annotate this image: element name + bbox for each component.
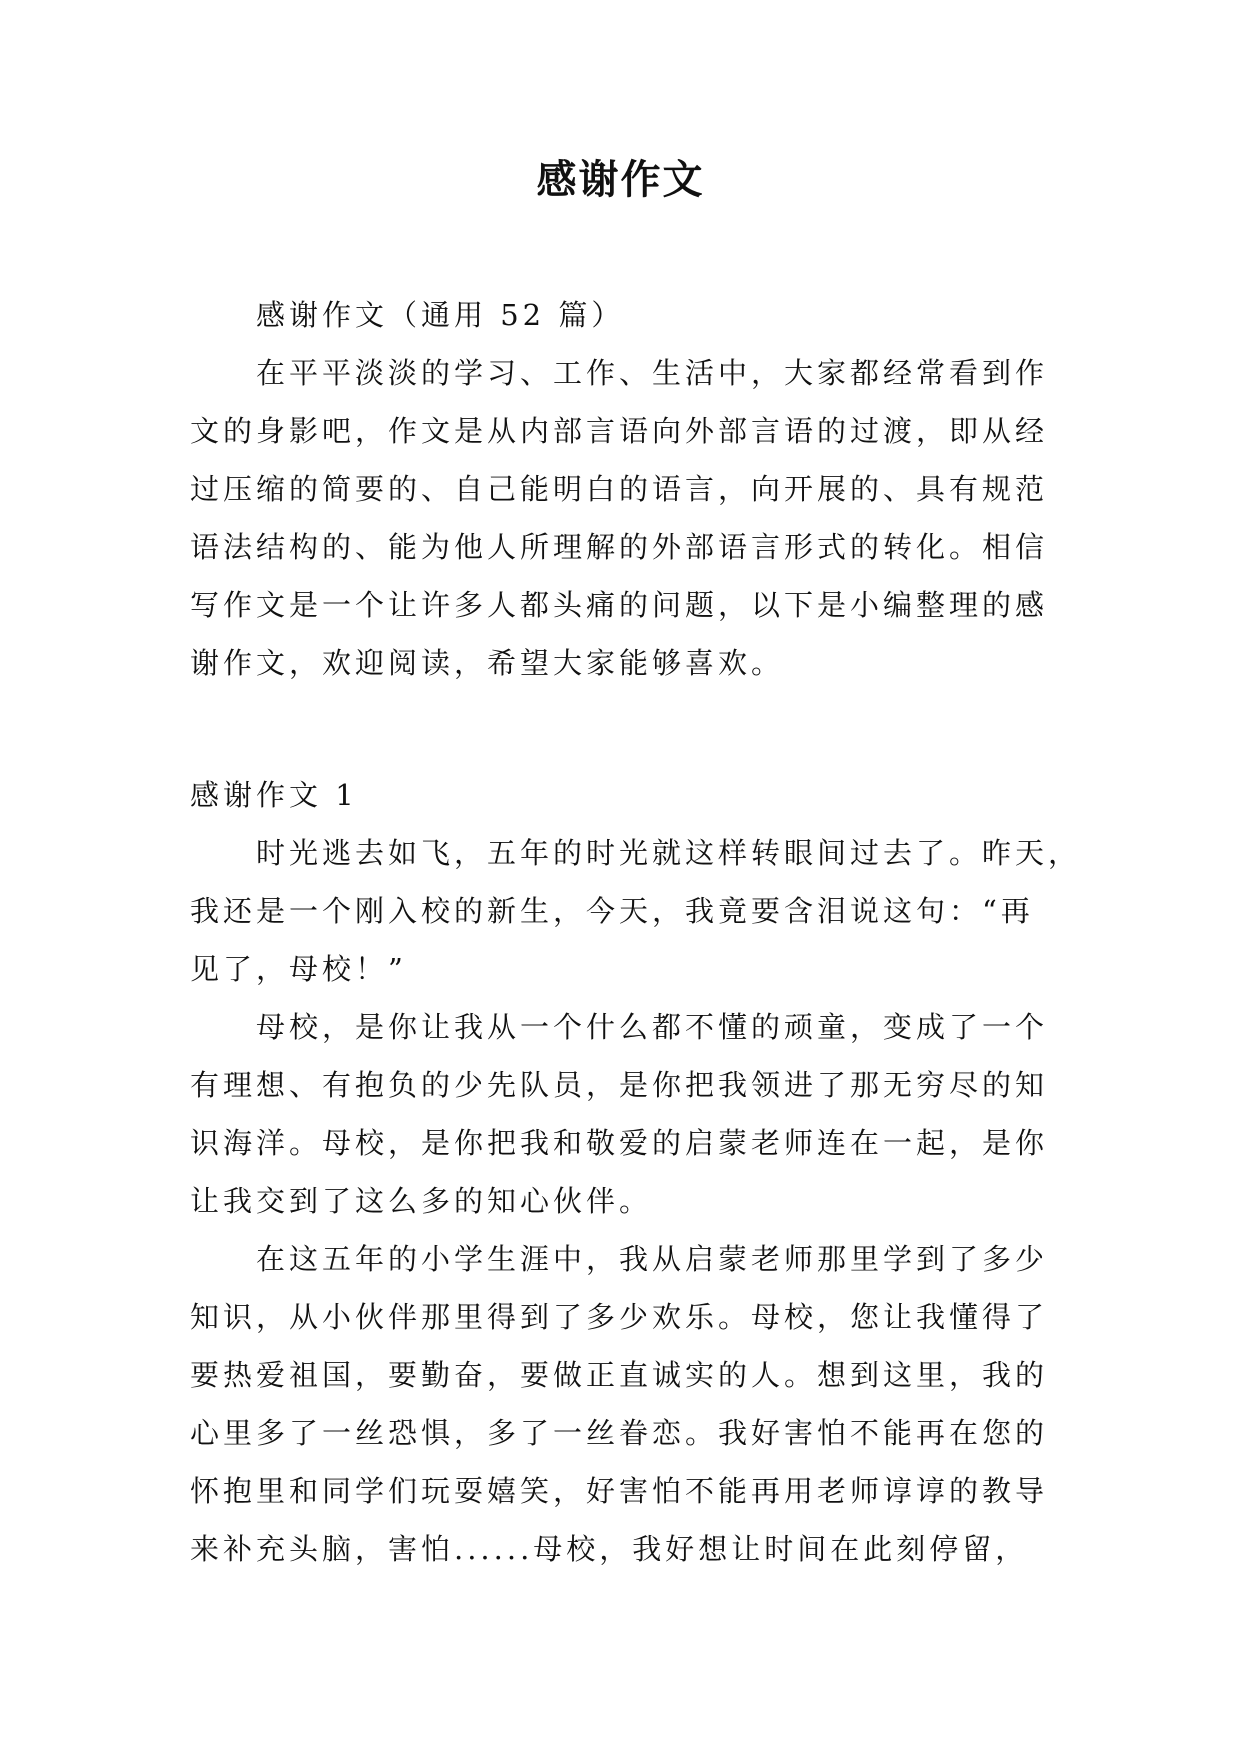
section-paragraph bbox=[190, 1230, 1052, 1578]
paragraph-line: 母校，是你让我从一个什么都不懂的顽童，变成了一个 bbox=[256, 1010, 1049, 1044]
section-spacer bbox=[190, 692, 1052, 766]
intro-line: 文的身影吧，作文是从内部言语向外部言语的过渡，即从经 bbox=[190, 414, 1049, 448]
paragraph-line: 识海洋。母校，是你把我和敬爱的启蒙老师连在一起，是你 bbox=[190, 1126, 1049, 1160]
document-title: 感谢作文 bbox=[536, 156, 705, 203]
paragraph-line: 在这五年的小学生涯中，我从启蒙老师那里学到了多少 bbox=[256, 1242, 1049, 1276]
paragraph-line: 我还是一个刚入校的新生，今天，我竟要含泪说这句：“再 bbox=[190, 894, 1034, 928]
section-heading: 感谢作文 1 bbox=[190, 778, 358, 812]
section-paragraph bbox=[190, 824, 1082, 998]
intro-line: 在平平淡淡的学习、工作、生活中，大家都经常看到作 bbox=[256, 356, 1049, 390]
document-body bbox=[190, 286, 1082, 1578]
paragraph-line: 见了，母校！” bbox=[190, 952, 407, 986]
intro-paragraph bbox=[190, 344, 1052, 692]
intro-line: 谢作文，欢迎阅读，希望大家能够喜欢。 bbox=[190, 646, 785, 680]
paragraph-line: 要热爱祖国，要勤奋，要做正直诚实的人。想到这里，我的 bbox=[190, 1358, 1049, 1392]
document-subtitle: 感谢作文（通用 52 篇） bbox=[256, 298, 625, 332]
paragraph-line: 让我交到了这么多的知心伙伴。 bbox=[190, 1184, 653, 1218]
section-paragraph bbox=[190, 998, 1052, 1230]
intro-line: 写作文是一个让许多人都头痛的问题，以下是小编整理的感 bbox=[190, 588, 1049, 622]
paragraph-line: 知识，从小伙伴那里得到了多少欢乐。母校，您让我懂得了 bbox=[190, 1300, 1049, 1334]
intro-line: 语法结构的、能为他人所理解的外部语言形式的转化。相信 bbox=[190, 530, 1049, 564]
paragraph-line: 时光逃去如飞，五年的时光就这样转眼间过去了。昨天， bbox=[256, 836, 1082, 870]
intro-line: 过压缩的简要的、自己能明白的语言，向开展的、具有规范 bbox=[190, 472, 1049, 506]
paragraph-line: 怀抱里和同学们玩耍嬉笑，好害怕不能再用老师谆谆的教导 bbox=[190, 1474, 1049, 1508]
paragraph-line: 来补充头脑，害怕......母校，我好想让时间在此刻停留， bbox=[190, 1532, 1029, 1566]
paragraph-line: 有理想、有抱负的少先队员，是你把我领进了那无穷尽的知 bbox=[190, 1068, 1049, 1102]
paragraph-line: 心里多了一丝恐惧，多了一丝眷恋。我好害怕不能再在您的 bbox=[190, 1416, 1049, 1450]
